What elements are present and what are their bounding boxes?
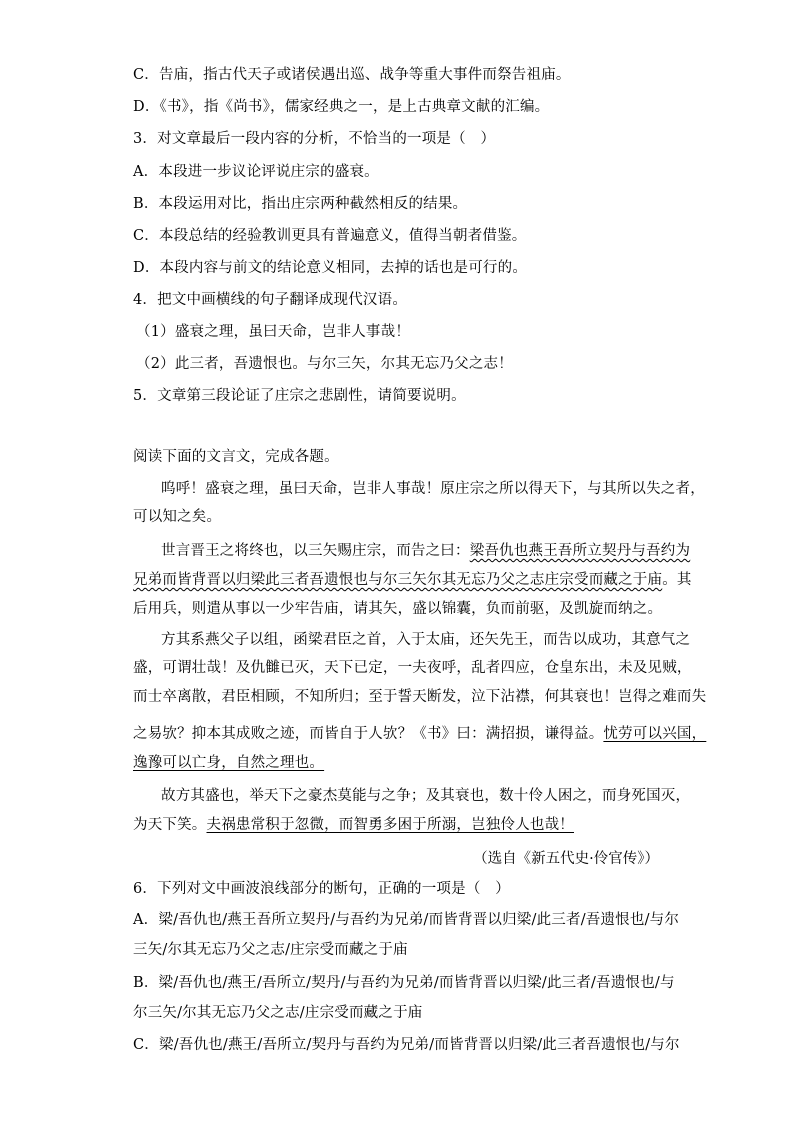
q6-option-a-line2: 三矢/尔其无忘乃父之志/庄宗受而藏之于庙 — [133, 942, 408, 958]
passage-p1-line2: 可以知之矣。 — [133, 509, 222, 525]
passage-p2-line3: 后用兵，则遣从事以一少牢告庙，请其矢，盛以锦囊，负而前驱，及凯旋而纳之。 — [133, 601, 663, 617]
q4-stem: 4．把文中画横线的句子翻译成现代汉语。 — [133, 292, 408, 308]
passage-p3-line2: 盛，可谓壮哉！及仇雠已灭，天下已定，一夫夜呼，乱者四应，仓皇东出，未及见贼， — [133, 660, 692, 676]
q4-item-1: （1）盛衰之理，虽曰天命，岂非人事哉！ — [136, 324, 411, 340]
q3-option-d: D．本段内容与前文的结论意义相同，去掉的话也是可行的。 — [133, 260, 528, 276]
passage-p3-line1: 方其系燕父子以组，函梁君臣之首，入于太庙，还矢先王，而告以成功，其意气之 — [161, 632, 691, 648]
q6-option-b-line2: 尔三矢/尔其无忘乃父之志/庄宗受而藏之于庙 — [133, 1005, 423, 1021]
underlined-sentence: 逸豫可以亡身，自然之理也。 — [133, 755, 325, 771]
wavy-underlined-text: 兄弟而皆背晋以归梁此三者吾遗恨也与尔三矢尔其无忘乃父之志庄宗受而藏之于庙 — [133, 572, 663, 588]
passage-p2-line2 — [133, 571, 692, 589]
q2-option-d: D．《书》，指《尚书》，儒家经典之一，是上古典章文献的汇编。 — [133, 99, 550, 115]
q6-option-a-line1: A．梁/吾仇也/燕王吾所立契丹/与吾约为兄弟/而皆背晋以归梁/此三者/吾遗恨也/与尔 — [133, 912, 680, 928]
q6-stem: 6．下列对文中画波浪线部分的断句，正确的一项是（ ） — [133, 881, 510, 897]
wavy-underlined-text: 梁吾仇也燕王吾所立契丹与吾约为 — [469, 543, 691, 559]
reading-instruction: 阅读下面的文言文，完成各题。 — [133, 449, 339, 465]
passage-source: （选自《新五代史·伶官传》） — [473, 851, 659, 867]
q3-option-b: B．本段运用对比，指出庄宗两种截然相反的结果。 — [133, 196, 468, 212]
passage-p3-line4 — [133, 725, 706, 743]
underlined-sentence: 忧劳可以兴国， — [603, 726, 707, 742]
passage-text: 。其 — [662, 572, 692, 588]
passage-p4-line1: 故方其盛也，举天下之豪杰莫能与之争；及其衰也，数十伶人困之，而身死国灭， — [161, 788, 691, 804]
q5-stem: 5．文章第三段论证了庄宗之悲剧性，请简要说明。 — [133, 388, 466, 404]
passage-text: 为天下笑。 — [133, 817, 207, 833]
passage-text: 世言晋王之将终也，以三矢赐庄宗，而告之曰： — [161, 543, 470, 559]
q3-option-a: A．本段进一步议论评说庄宗的盛衰。 — [133, 164, 379, 180]
q2-option-c: C．告庙，指古代天子或诸侯遇出巡、战争等重大事件而祭告祖庙。 — [133, 67, 571, 83]
passage-p1-line1: 呜呼！盛衰之理，虽曰天命，岂非人事哉！原庄宗之所以得天下，与其所以失之者， — [161, 481, 705, 497]
underlined-sentence: 夫祸患常积于忽微，而智勇多困于所溺，岂独伶人也哉！ — [206, 817, 574, 833]
q3-option-c: C．本段总结的经验教训更具有普遍意义，值得当朝者借鉴。 — [133, 228, 527, 244]
passage-p2-line1 — [161, 542, 690, 560]
passage-p3-line3: 而士卒离散，君臣相顾，不知所归；至于誓天断发，泣下沾襟，何其衰也！岂得之难而失 — [133, 689, 707, 705]
q6-option-b-line1: B．梁/吾仇也/燕王/吾所立/契丹/与吾约为兄弟/而皆背晋以归梁/此三者/吾遗恨也/与 — [133, 975, 675, 991]
passage-text: 之易欤？抑本其成败之迹，而皆自于人欤？《书》曰：满招损，谦得益。 — [133, 726, 604, 742]
q4-item-2: （2）此三者，吾遗恨也。与尔三矢，尔其无忘乃父之志！ — [136, 356, 513, 372]
q3-stem: 3．对文章最后一段内容的分析，不恰当的一项是（ ） — [133, 131, 496, 147]
q6-option-c-line1: C．梁/吾仇也/燕王/吾所立/契丹与吾约为兄弟/而皆背晋以归梁/此三者吾遗恨也/与尔 — [133, 1037, 680, 1053]
passage-p4-line2 — [133, 816, 574, 834]
passage-p3-line5 — [133, 754, 324, 772]
